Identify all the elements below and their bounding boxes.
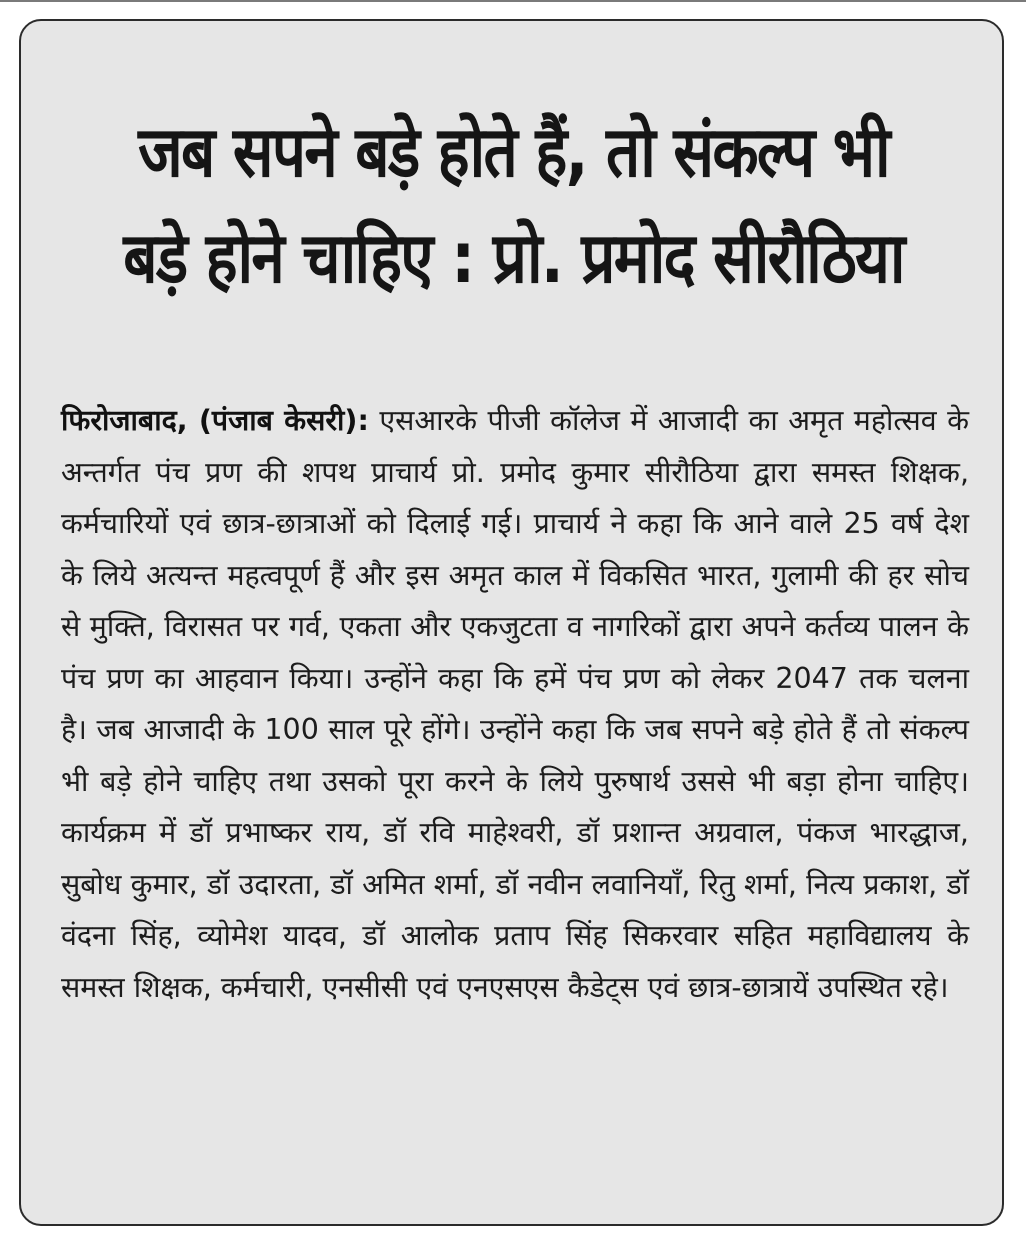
newspaper-clipping: [19, 19, 1004, 1226]
dateline: फिरोजाबाद, (पंजाब केसरी):: [61, 404, 369, 437]
article-body: [61, 395, 969, 1013]
headline: जब सपने बड़े होते हैं, तो संकल्प भी बड़े होने चाहिए : प्रो. प्रमोद सीरौठिया: [123, 111, 904, 299]
article-text: एसआरके पीजी कॉलेज में आजादी का अमृत महोत्सव के अन्तर्गत पंच प्रण की शपथ प्राचार्य प्रो. प्रमोद कुमार सीरौठिया द्वारा समस्त शिक्षक, कर्मचारियों एवं छात्र-छात्राओं को दिलाई गई। प्राचार्य ने कहा कि आने वाले 25 वर्ष देश के लिये अत्यन्त महत्वपूर्ण हैं और इस अमृत काल में विकसित भारत, गुलामी की हर सोच से मुक्ति, विरासत पर गर्व, एकता और एकजुटता व नागरिकों द्वारा अपने कर्तव्य पालन के पंच प्रण का आहवान किया। उन्होंने कहा कि हमें पंच प्रण को लेकर 2047 तक चलना है। जब आजादी के 100 साल पूरे होंगे। उन्होंने कहा कि जब सपने बड़े होते हैं तो संकल्प भी बड़े होने चाहिए तथा उसको पूरा करने के लिये पुरुषार्थ उससे भी बड़ा होना चाहिए। कार्यक्रम में डॉ प्रभाष्कर राय, डॉ रवि माहेश्वरी, डॉ प्रशान्त अग्रवाल, पंकज भारद्धाज, सुबोध कुमार, डॉ उदारता, डॉ अमित शर्मा, डॉ नवीन लवानियाँ, रितु शर्मा, नित्य प्रकाश, डॉ वंदना सिंह, व्योमेश यादव, डॉ आलोक प्रताप सिंह सिकरवार सहित महाविद्यालय के समस्त शिक्षक, कर्मचारी, एनसीसी एवं एनएसएस कैडेट्स एवं छात्र-छात्रायें उपस्थित रहे।: [61, 404, 969, 1004]
top-divider: [0, 0, 1026, 2]
